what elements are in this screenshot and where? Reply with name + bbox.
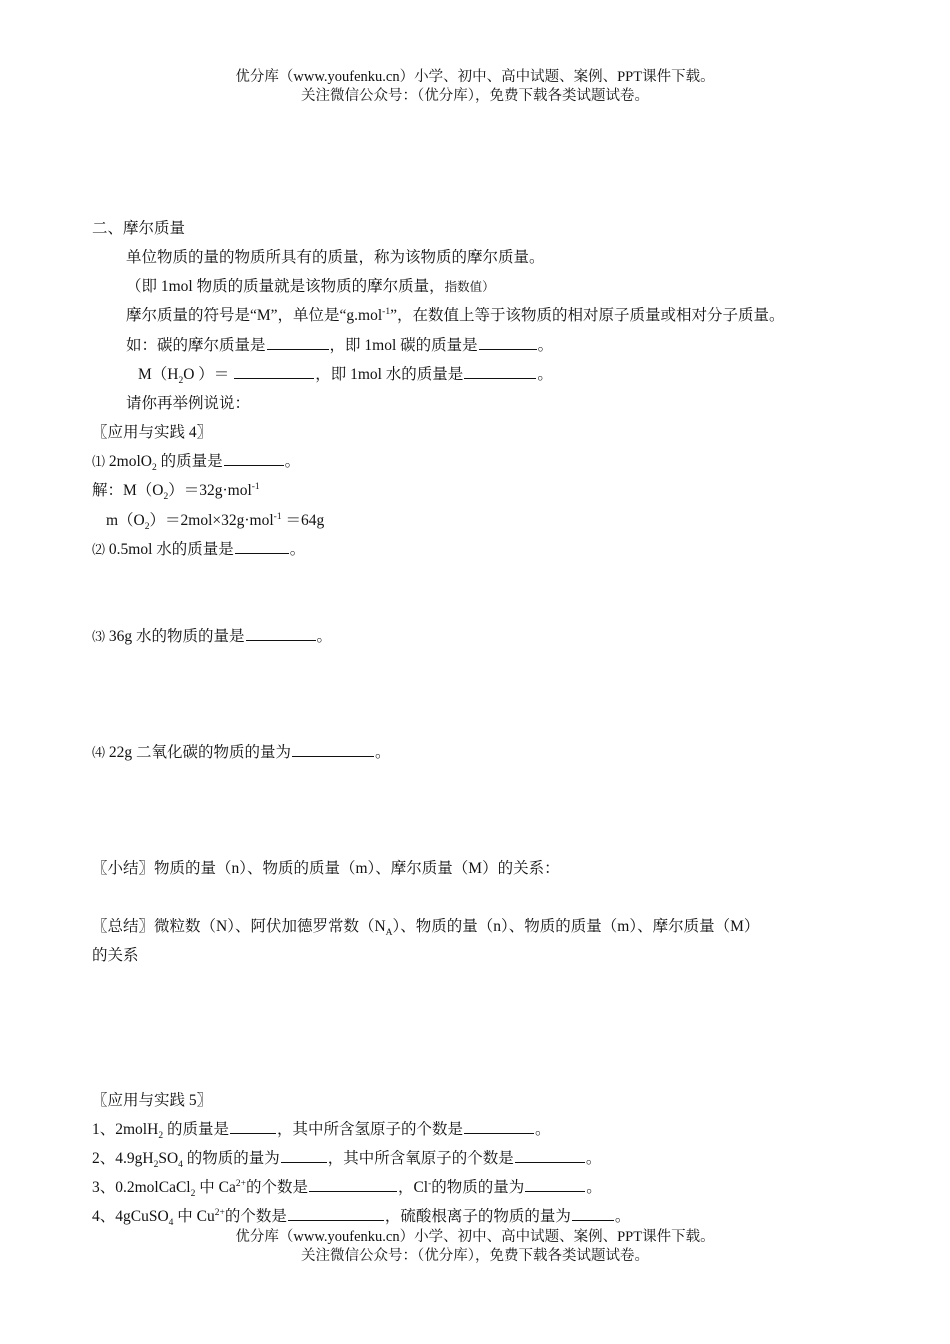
subscript: 2 bbox=[178, 376, 184, 387]
unit-superscript: -1 bbox=[382, 306, 391, 317]
practice4-q1 bbox=[92, 451, 300, 473]
question-number: ⑷ bbox=[92, 745, 106, 760]
note-text: （即 1mol 物质的质量就是该物质的摩尔质量， bbox=[126, 278, 445, 295]
blank-answer[interactable] bbox=[224, 451, 284, 466]
blank-answer[interactable] bbox=[235, 539, 289, 554]
question-number: ⑶ bbox=[92, 629, 106, 644]
solution-text: m（O bbox=[106, 512, 145, 529]
blank-water-mass[interactable] bbox=[464, 364, 536, 379]
ask-example: 请你再举例说说： bbox=[126, 395, 251, 412]
note-line bbox=[126, 276, 495, 298]
example-text: ，即 1mol 碳的质量是 bbox=[329, 337, 478, 354]
blank-answer[interactable] bbox=[288, 1206, 384, 1221]
question-text: 4、4gCuSO bbox=[92, 1208, 169, 1225]
superscript: - bbox=[428, 1178, 432, 1189]
blank-water-molar-mass[interactable] bbox=[234, 364, 314, 379]
example-text: 。 bbox=[537, 366, 553, 383]
solution-text: 解：M（O bbox=[92, 482, 164, 499]
subscript: 2 bbox=[163, 492, 169, 503]
solution-line-2 bbox=[106, 510, 324, 532]
question-text: 2、4.9gH bbox=[92, 1150, 154, 1167]
example-text: M（H bbox=[138, 366, 179, 383]
subscript: 2 bbox=[151, 463, 157, 474]
question-text: 。 bbox=[316, 628, 333, 645]
solution-text: ）＝32g·mol bbox=[168, 482, 252, 499]
superscript: 2+ bbox=[214, 1207, 225, 1218]
question-text: 1、2molH bbox=[92, 1121, 159, 1138]
subscript: A bbox=[385, 928, 393, 939]
solution-text: ＝64g bbox=[281, 512, 325, 529]
practice5-q2 bbox=[92, 1148, 601, 1170]
superscript: -1 bbox=[273, 511, 282, 522]
practice5-q3 bbox=[92, 1177, 602, 1199]
practice4-q3 bbox=[92, 626, 332, 648]
question-text: ，其中所含氢原子的个数是 bbox=[276, 1121, 463, 1138]
example-text: ，即 1mol 水的质量是 bbox=[315, 366, 464, 383]
practice4-title: 〖应用与实践 4〗 bbox=[92, 424, 213, 441]
blank-answer[interactable] bbox=[281, 1148, 327, 1163]
blank-answer[interactable] bbox=[572, 1206, 614, 1221]
example-carbon-line bbox=[126, 335, 553, 357]
summary-total-line-1 bbox=[92, 916, 759, 938]
summary-text: 〖总结〗微粒数（N）、阿伏加德罗常数（N bbox=[92, 918, 386, 935]
practice4-q2 bbox=[92, 539, 305, 561]
question-text: 中 Cu bbox=[173, 1208, 215, 1225]
blank-answer[interactable] bbox=[309, 1177, 397, 1192]
note-small-text: 指数值） bbox=[444, 280, 495, 294]
subscript: 4 bbox=[168, 1218, 174, 1229]
superscript: -1 bbox=[251, 481, 260, 492]
example-text: 。 bbox=[537, 337, 554, 354]
practice4-q4 bbox=[92, 742, 391, 764]
summary-small: 〖小结〗物质的量（n）、物质的质量（m）、摩尔质量（M）的关系： bbox=[92, 860, 560, 877]
header-line-1: 优分库（www.youfenku.cn）小学、初中、高中试题、案例、PPT课件下载。 bbox=[235, 69, 715, 85]
question-text: 的物质的量为 bbox=[431, 1179, 525, 1196]
blank-answer[interactable] bbox=[515, 1148, 585, 1163]
section-title: 二、摩尔质量 bbox=[92, 220, 186, 237]
subscript: 2 bbox=[153, 1160, 159, 1171]
question-number: ⑴ bbox=[92, 454, 106, 469]
question-text: 36g 水的物质的量是 bbox=[105, 628, 245, 645]
question-text: 。 bbox=[289, 541, 306, 558]
blank-carbon-mass[interactable] bbox=[479, 335, 537, 350]
blank-answer[interactable] bbox=[464, 1119, 534, 1134]
symbol-text: 摩尔质量的符号是“M”，单位是“g.mol bbox=[126, 307, 383, 324]
question-text: 中 Ca bbox=[195, 1179, 236, 1196]
question-text: 。 bbox=[375, 744, 391, 761]
blank-answer[interactable] bbox=[525, 1177, 585, 1192]
example-water-line bbox=[138, 364, 553, 386]
question-text: 的质量是 bbox=[156, 453, 223, 470]
question-text: 的物质的量为 bbox=[182, 1150, 280, 1167]
question-text: 。 bbox=[585, 1150, 602, 1167]
definition-text: 单位物质的量的物质所具有的质量，称为该物质的摩尔质量。 bbox=[126, 249, 545, 266]
practice5-q4 bbox=[92, 1206, 630, 1228]
subscript: 2 bbox=[144, 522, 150, 533]
question-text: 2molO bbox=[105, 453, 152, 470]
question-text: 3、0.2molCaCl bbox=[92, 1179, 191, 1196]
practice5-q1 bbox=[92, 1119, 550, 1141]
blank-carbon-molar-mass[interactable] bbox=[267, 335, 329, 350]
page-header bbox=[0, 68, 950, 106]
subscript: 2 bbox=[158, 1131, 164, 1142]
question-number: ⑵ bbox=[92, 542, 106, 557]
example-text: 如：碳的摩尔质量是 bbox=[126, 337, 266, 354]
solution-text: ）＝2mol×32g·mol bbox=[149, 512, 274, 529]
summary-text: ）、物质的量（n）、物质的质量（m）、摩尔质量（M） bbox=[392, 918, 760, 935]
question-text: 。 bbox=[284, 453, 301, 470]
blank-answer[interactable] bbox=[292, 742, 374, 757]
question-text: ，其中所含氧原子的个数是 bbox=[327, 1150, 514, 1167]
blank-answer[interactable] bbox=[246, 626, 316, 641]
footer-line-1: 优分库（www.youfenku.cn）小学、初中、高中试题、案例、PPT课件下载。 bbox=[235, 1229, 715, 1245]
practice5-title: 〖应用与实践 5〗 bbox=[92, 1092, 213, 1109]
summary-total-line-2: 的关系 bbox=[92, 947, 139, 964]
blank-answer[interactable] bbox=[230, 1119, 276, 1134]
superscript: 2+ bbox=[235, 1178, 246, 1189]
subscript: 2 bbox=[190, 1189, 196, 1200]
question-text: 。 bbox=[614, 1208, 631, 1225]
page-footer bbox=[0, 1228, 950, 1266]
question-text: 22g 二氧化碳的物质的量为 bbox=[105, 744, 292, 761]
footer-line-2: 关注微信公众号：（优分库），免费下载各类试题试卷。 bbox=[301, 1248, 649, 1264]
question-text: 。 bbox=[586, 1179, 602, 1196]
header-line-2: 关注微信公众号：（优分库），免费下载各类试题试卷。 bbox=[301, 88, 649, 104]
solution-line-1 bbox=[92, 480, 260, 502]
symbol-text-rest: ”，在数值上等于该物质的相对原子质量或相对分子质量。 bbox=[390, 307, 785, 324]
example-text: O ）＝ bbox=[183, 366, 230, 383]
question-text: ，硫酸根离子的物质的量为 bbox=[384, 1208, 571, 1225]
question-text: SO bbox=[158, 1150, 179, 1167]
question-text: 的个数是 bbox=[245, 1179, 308, 1196]
subscript: 4 bbox=[178, 1160, 183, 1171]
question-text: ，Cl bbox=[397, 1179, 429, 1196]
question-text: 0.5mol 水的质量是 bbox=[105, 541, 234, 558]
question-text: 。 bbox=[534, 1121, 551, 1138]
question-text: 的质量是 bbox=[163, 1121, 229, 1138]
symbol-line bbox=[126, 305, 784, 327]
question-text: 的个数是 bbox=[224, 1208, 287, 1225]
